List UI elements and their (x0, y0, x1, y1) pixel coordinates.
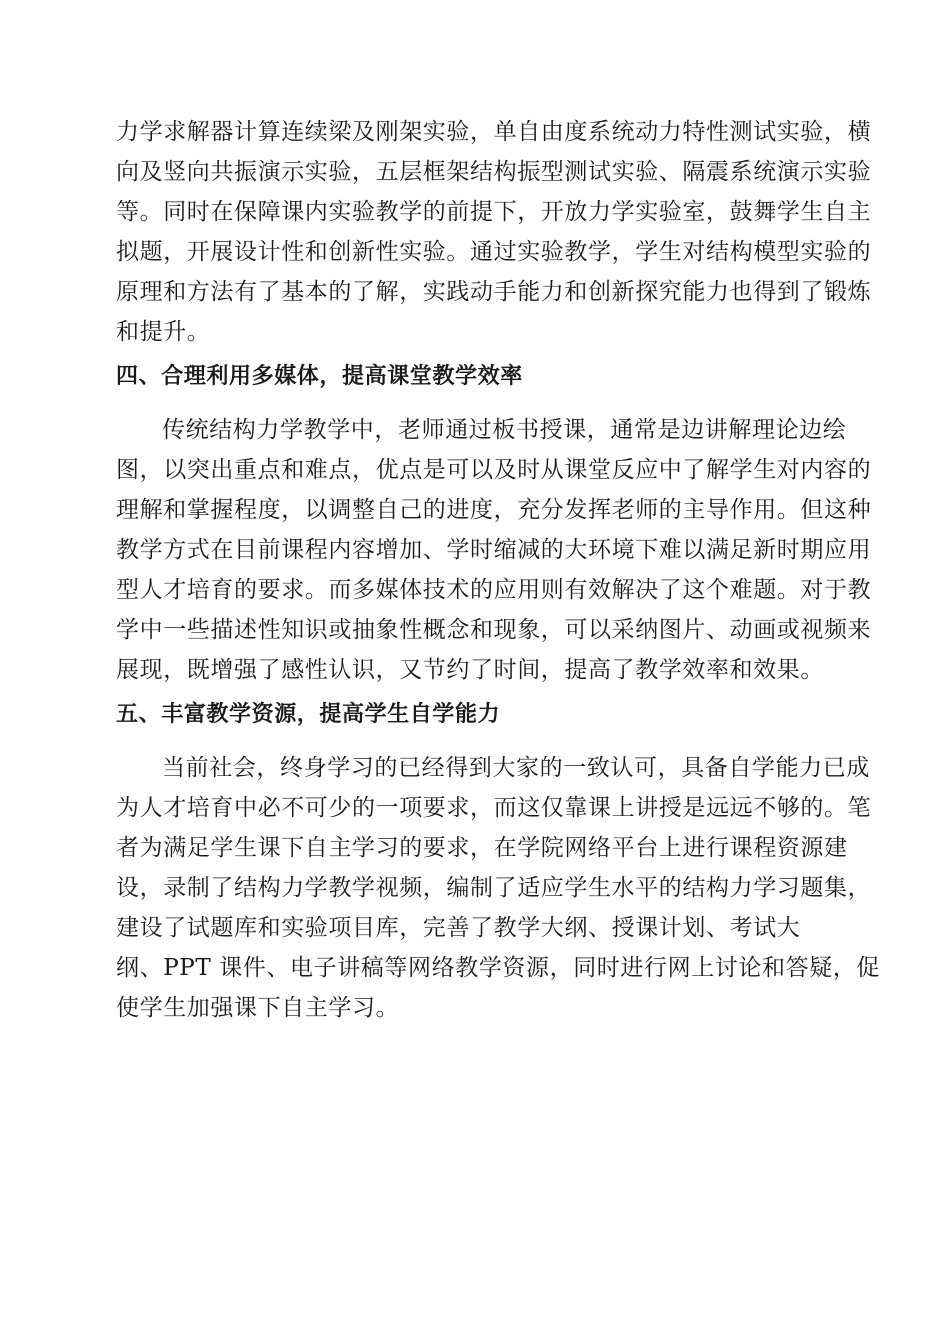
paragraph-3-line-6: 纲、PPT 课件、电子讲稿等网络教学资源，同时进行网上讨论和答疑，促 (116, 955, 881, 981)
paragraph-1-line-3: 等。同时在保障课内实验教学的前提下，开放力学实验室，鼓舞学生自主 (116, 199, 872, 225)
paragraph-2-line-2: 图，以突出重点和难点，优点是可以及时从课堂反应中了解学生对内容的 (116, 457, 872, 483)
paragraph-2-line-3: 理解和掌握程度，以调整自己的进度，充分发挥老师的主导作用。但这种 (116, 497, 872, 523)
paragraph-1-line-5: 原理和方法有了基本的了解，实践动手能力和创新探究能力也得到了锻炼 (116, 279, 872, 305)
paragraph-3-line-2: 为人才培育中必不可少的一项要求，而这仅靠课上讲授是远远不够的。笔 (116, 795, 872, 821)
paragraph-2-line-1: 传统结构力学教学中，老师通过板书授课，通常是边讲解理论边绘 (162, 417, 847, 443)
paragraph-2-line-7: 展现，既增强了感性认识，又节约了时间，提高了教学效率和效果。 (116, 657, 824, 683)
paragraph-2-line-6: 学中一些描述性知识或抽象性概念和现象，可以采纳图片、动画或视频来 (116, 617, 872, 643)
paragraph-1-line-4: 拟题，开展设计性和创新性实验。通过实验教学，学生对结构模型实验的 (116, 239, 872, 265)
paragraph-1-line-6: 和提升。 (116, 319, 211, 345)
section-heading-5: 五、丰富教学资源，提高学生自学能力 (116, 702, 501, 727)
paragraph-1-line-2: 向及竖向共振演示实验，五层框架结构振型测试实验、隔震系统演示实验 (116, 159, 872, 185)
paragraph-3-line-7: 使学生加强课下自主学习。 (116, 995, 400, 1021)
paragraph-2-line-5: 型人才培育的要求。而多媒体技术的应用则有效解决了这个难题。对于教 (116, 577, 872, 603)
section-heading-4: 四、合理利用多媒体，提高课堂教学效率 (116, 364, 523, 389)
paragraph-3-line-3: 者为满足学生课下自主学习的要求，在学院网络平台上进行课程资源建 (116, 835, 848, 861)
paragraph-2-line-4: 教学方式在目前课程内容增加、学时缩减的大环境下难以满足新时期应用 (116, 537, 872, 563)
paragraph-1-line-1: 力学求解器计算连续梁及刚架实验，单自由度系统动力特性测试实验，横 (116, 119, 872, 145)
paragraph-3-line-5: 建设了试题库和实验项目库，完善了教学大纲、授课计划、考试大 (116, 915, 801, 941)
paragraph-3-line-1: 当前社会，终身学习的已经得到大家的一致认可，具备自学能力已成 (162, 755, 870, 781)
paragraph-3-line-4: 设，录制了结构力学教学视频，编制了适应学生水平的结构力学习题集， (116, 875, 872, 901)
